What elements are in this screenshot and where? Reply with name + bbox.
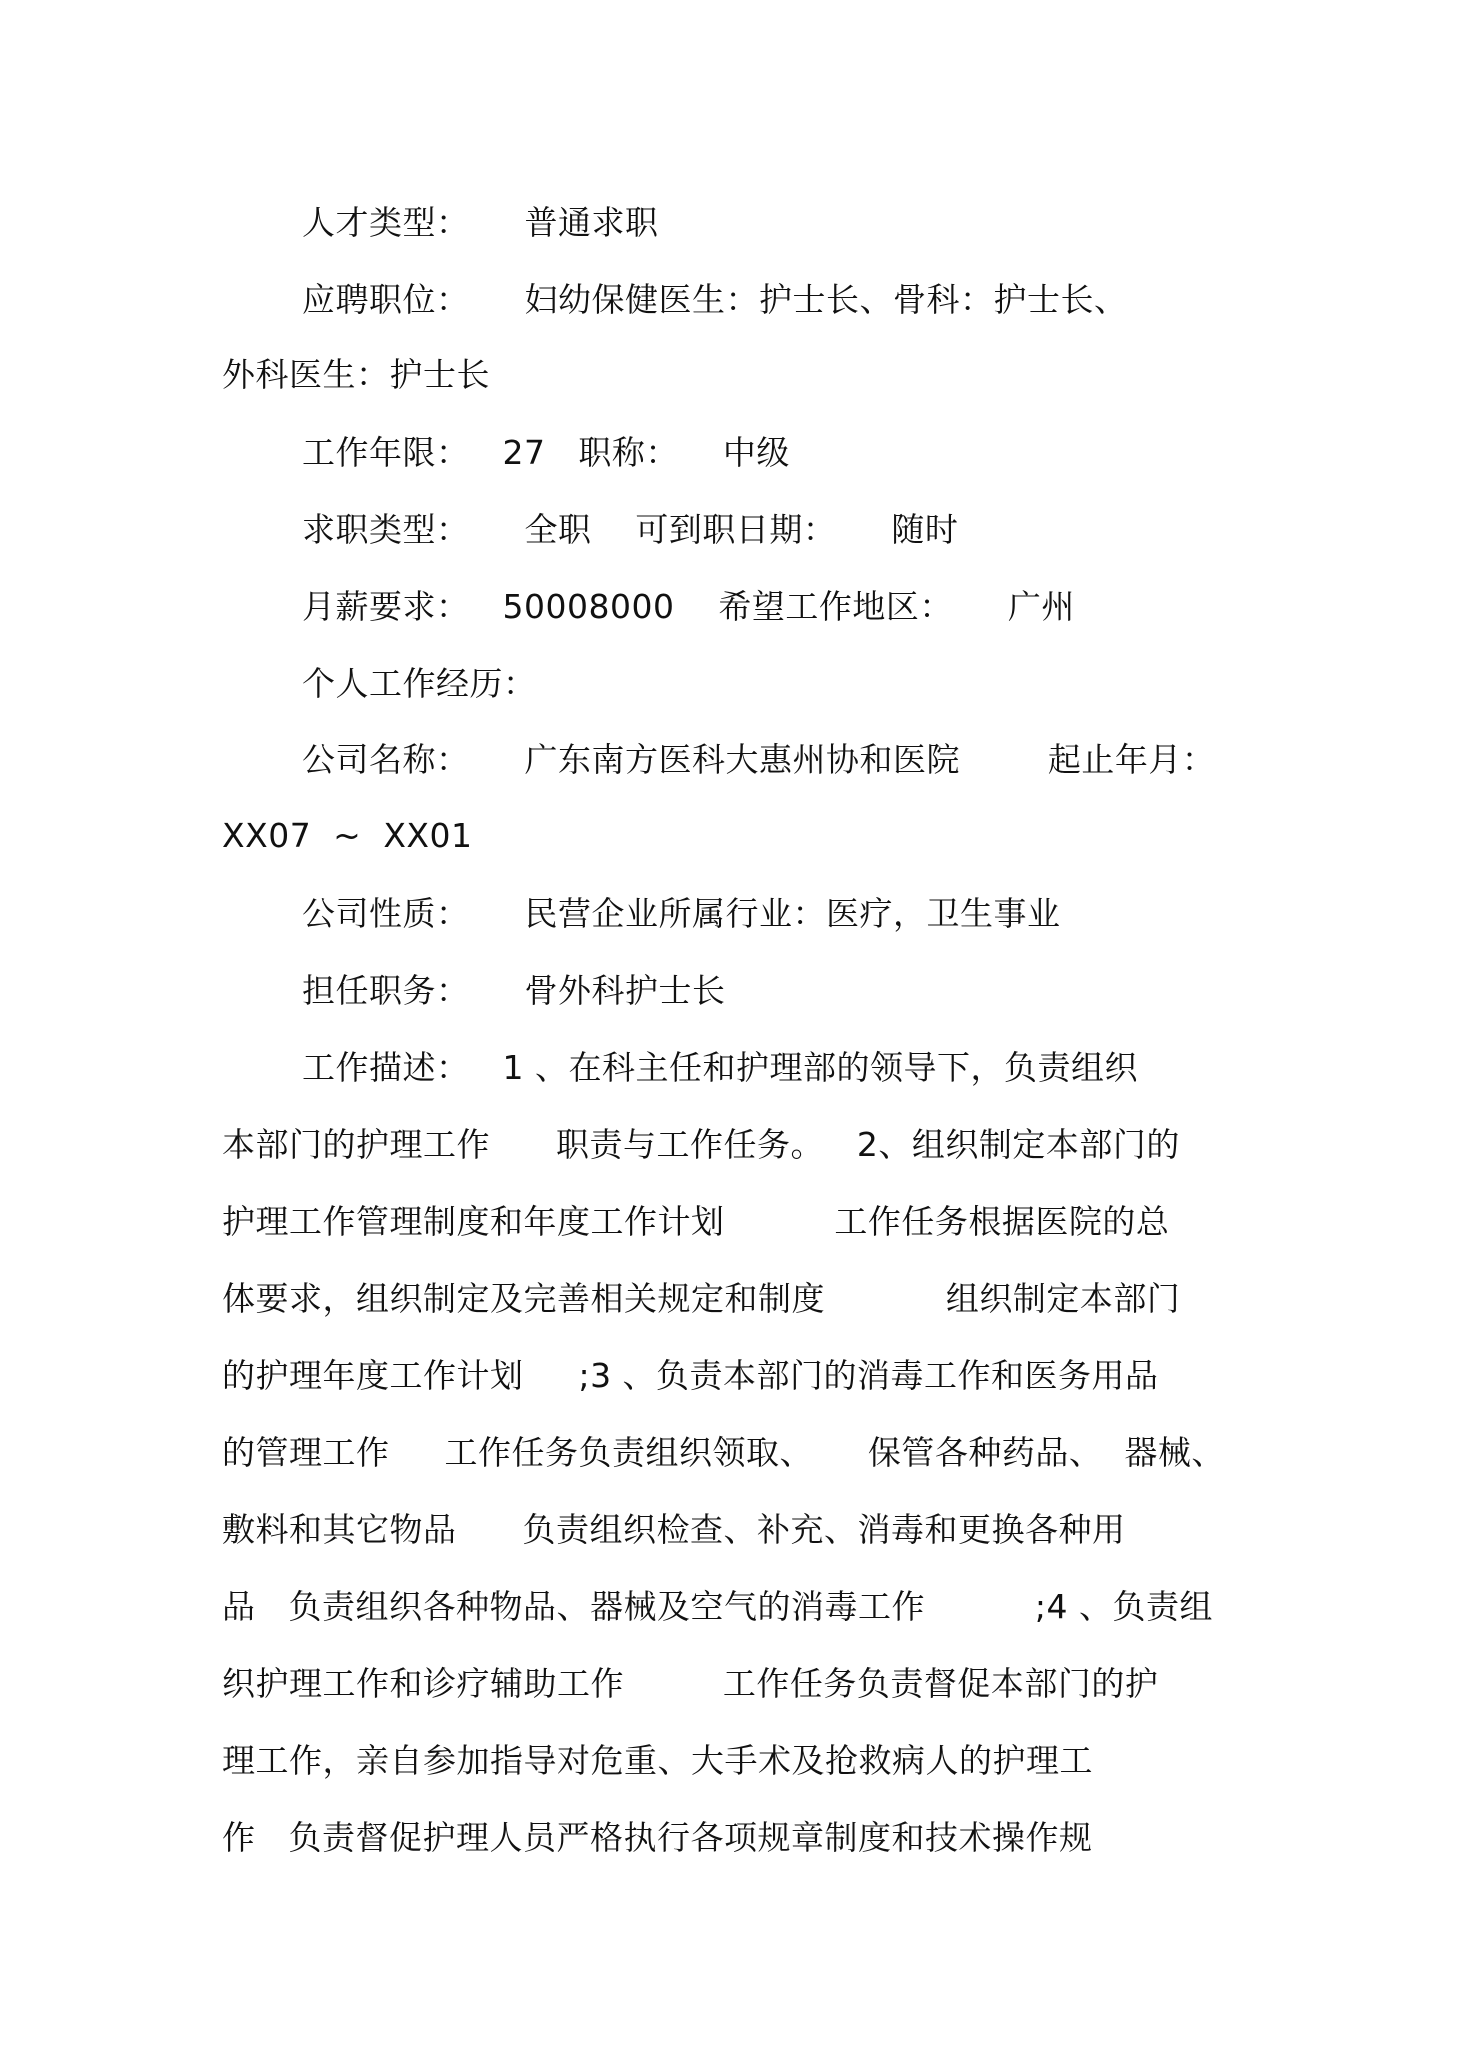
text-line-description: 的护理年度工作计划 ;3 、负责本部门的消毒工作和医务用品 <box>222 1356 1159 1395</box>
text-line-description: 护理工作管理制度和年度工作计划 工作任务根据医院的总 <box>222 1202 1170 1241</box>
text-line-experience-heading: 个人工作经历： <box>302 664 537 703</box>
text-line-description: 的管理工作 工作任务负责组织领取、 保管各种药品、 器械、 <box>222 1433 1225 1472</box>
text-line-position-cont: 外科医生：护士长 <box>222 355 490 394</box>
text-line-description: 敷料和其它物品 负责组织检查、补充、消毒和更换各种用 <box>222 1510 1126 1549</box>
text-line-description: 作 负责督促护理人员严格执行各项规章制度和技术操作规 <box>222 1818 1093 1857</box>
text-line-company-nature: 公司性质： 民营企业所属行业：医疗，卫生事业 <box>302 894 1061 933</box>
text-line-description: 理工作，亲自参加指导对危重、大手术及抢救病人的护理工 <box>222 1741 1093 1780</box>
text-line-description: 织护理工作和诊疗辅助工作 工作任务负责督促本部门的护 <box>222 1664 1159 1703</box>
text-line-salary: 月薪要求： 50008000 希望工作地区： 广州 <box>302 587 1075 626</box>
text-line-date-range: XX07 ~ XX01 <box>222 816 473 855</box>
text-line-description: 体要求，组织制定及完善相关规定和制度 组织制定本部门 <box>222 1279 1181 1318</box>
text-line-description: 品 负责组织各种物品、器械及空气的消毒工作 ;4 、负责组 <box>222 1587 1213 1626</box>
text-line-description-start: 工作描述： 1 、在科主任和护理部的领导下，负责组织 <box>302 1048 1138 1087</box>
text-line-position: 应聘职位： 妇幼保健医生：护士长、骨科：护士长、 <box>302 280 1128 319</box>
text-line-company-name: 公司名称： 广东南方医科大惠州协和医院 起止年月： <box>302 740 1216 779</box>
text-line-talent-type: 人才类型： 普通求职 <box>302 203 659 242</box>
text-line-work-years: 工作年限： 27 职称： 中级 <box>302 433 790 472</box>
text-line-description: 本部门的护理工作 职责与工作任务。 2、组织制定本部门的 <box>222 1125 1180 1164</box>
text-line-job-title: 担任职务： 骨外科护士长 <box>302 971 726 1010</box>
text-line-job-type: 求职类型： 全职 可到职日期： 随时 <box>302 510 959 549</box>
